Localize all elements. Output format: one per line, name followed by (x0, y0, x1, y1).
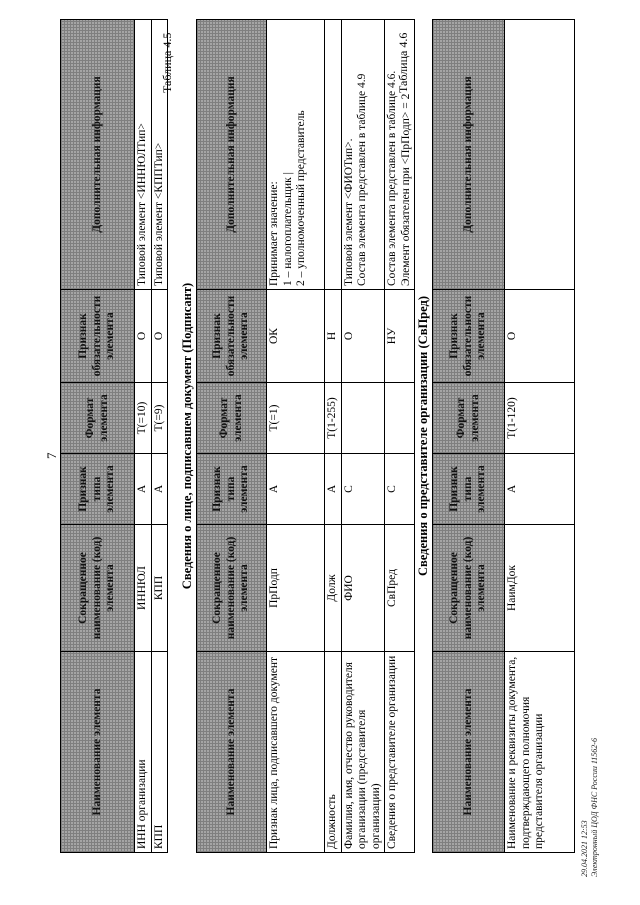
cell-type: С (385, 454, 415, 525)
info-line: 2 – уполномоченный представитель (295, 110, 308, 286)
cell-required: О (505, 290, 575, 383)
cell-format: T(=1) (267, 383, 325, 454)
header-type: Признак типа элемента (433, 454, 505, 525)
header-info: Дополнительная информация (197, 20, 267, 290)
cell-format (385, 383, 415, 454)
cell-name: ИНН организации (135, 652, 152, 853)
header-type: Признак типа элемента (61, 454, 135, 525)
cell-required: ОК (267, 290, 325, 383)
table-row (135, 20, 152, 853)
cell-info: Типовой элемент <ИННЮЛТип> (135, 20, 152, 290)
cell-required: О (135, 290, 152, 383)
table-row (385, 20, 415, 853)
header-name: Наименование элемента (197, 652, 267, 853)
cell-code: Долж (325, 525, 342, 652)
cell-info (267, 20, 325, 290)
header-format: Формат элемента (61, 383, 135, 454)
header-name: Наименование элемента (433, 652, 505, 853)
table-row (325, 20, 342, 853)
cell-type: С (341, 454, 385, 525)
cell-type: А (135, 454, 152, 525)
table-caption: Таблица 4.5 (160, 32, 174, 93)
info-line: Элемент обязателен при <ПрПодп> = 2 (399, 93, 412, 286)
table-caption: Таблица 4.6 (396, 32, 410, 93)
cell-name: Фамилия, имя, отчество руководителя организации (представителя организации) (341, 652, 385, 853)
header-name: Наименование элемента (61, 652, 135, 853)
cell-format: T(=9) (151, 383, 168, 454)
cell-type: А (505, 454, 575, 525)
cell-format: T(1-120) (505, 383, 575, 454)
table-continuation (60, 19, 168, 853)
table-row (267, 20, 325, 853)
info-line: Типовой элемент <ФИОТип>. (342, 138, 355, 286)
cell-type: А (325, 454, 342, 525)
table-row (505, 20, 575, 853)
header-code: Сокращенное наименование (код) элемента (61, 525, 135, 652)
header-format: Формат элемента (197, 383, 267, 454)
header-format: Формат элемента (433, 383, 505, 454)
print-stamp-source: Электронный ЦОД ФНС России 11562-6 (589, 738, 599, 877)
print-stamp-date: 29.04.2021 12:53 (580, 820, 589, 877)
cell-required: О (151, 290, 168, 383)
cell-format (341, 383, 385, 454)
cell-required: НУ (385, 290, 415, 383)
cell-info (341, 20, 385, 290)
cell-name: Признак лица, подписавшего документ (267, 652, 325, 853)
info-line: Состав элемента представлен в таблице 4.6. (386, 70, 399, 286)
cell-code: СвПред (385, 525, 415, 652)
cell-name: Наименование и реквизиты документа, подтверждающего полномочия представителя организации (505, 652, 575, 853)
header-info: Дополнительная информация (61, 20, 135, 290)
cell-format: T(=10) (135, 383, 152, 454)
cell-code: ПрПодп (267, 525, 325, 652)
cell-required: Н (325, 290, 342, 383)
cell-name: Должность (325, 652, 342, 853)
header-required: Признак обязательности элемента (197, 290, 267, 383)
table-title: Сведения о лице, подписавшем документ (Подписант) (180, 282, 194, 590)
header-required: Признак обязательности элемента (433, 290, 505, 383)
info-line: Состав элемента представлен в таблице 4.9 (356, 73, 369, 286)
info-line: 1 – налогоплательщик | (281, 172, 294, 286)
table-title: Сведения о представителе организации (СвПред) (416, 296, 430, 576)
cell-type: А (267, 454, 325, 525)
cell-name: КПП (151, 652, 168, 853)
cell-info (325, 20, 342, 290)
cell-info: Типовой элемент <КППТип> (151, 20, 168, 290)
cell-required: О (341, 290, 385, 383)
info-line: Принимает значение: (268, 181, 280, 286)
cell-info (505, 20, 575, 290)
cell-type: А (151, 454, 168, 525)
header-type: Признак типа элемента (197, 454, 267, 525)
cell-code: КПП (151, 525, 168, 652)
header-info: Дополнительная информация (433, 20, 505, 290)
header-required: Признак обязательности элемента (61, 290, 135, 383)
table-row (341, 20, 385, 853)
table-4-5 (196, 19, 415, 853)
cell-code: НаимДок (505, 525, 575, 652)
cell-code: ИННЮЛ (135, 525, 152, 652)
cell-code: ФИО (341, 525, 385, 652)
table-row (151, 20, 168, 853)
header-code: Сокращенное наименование (код) элемента (197, 525, 267, 652)
page-number: 7 (44, 452, 59, 459)
header-code: Сокращенное наименование (код) элемента (433, 525, 505, 652)
print-stamp (580, 738, 599, 877)
cell-name: Сведения о представителе организации (385, 652, 415, 853)
cell-format: T(1-255) (325, 383, 342, 454)
table-4-6 (432, 19, 575, 853)
